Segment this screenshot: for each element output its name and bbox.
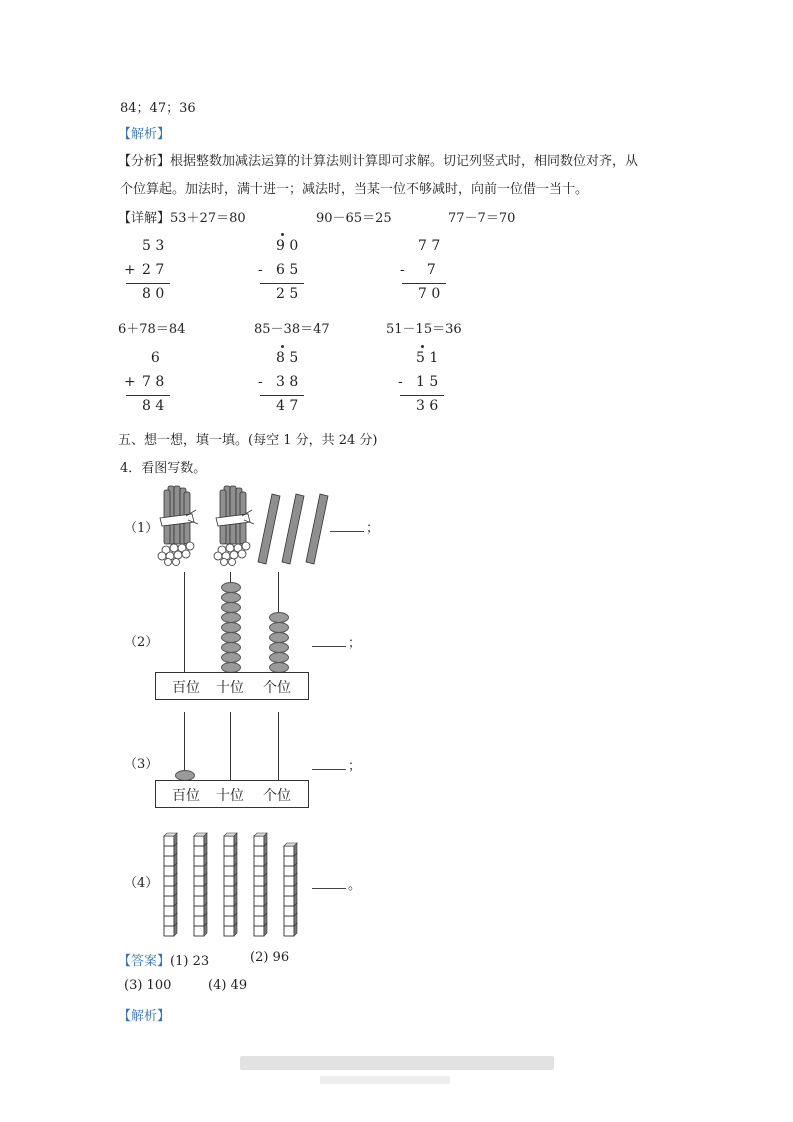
abacus-base-3: [155, 780, 309, 808]
analysis-label: 【解析】: [118, 127, 171, 142]
unit-cube: [164, 876, 174, 886]
borrow-dot: [281, 233, 284, 236]
abacus-bead: [269, 652, 289, 663]
unit-cube: [224, 876, 234, 886]
equation-5: 85－38＝47: [254, 322, 330, 337]
equation-3: 77－7＝70: [448, 211, 516, 226]
unit-cube: [254, 846, 264, 856]
fenxi-label: 【分析】: [118, 154, 171, 169]
unit-cube: [284, 896, 294, 906]
equation-1: 53＋27＝80: [170, 211, 246, 226]
unit-cube: [194, 926, 204, 936]
bundle-of-ten-icon: [214, 486, 254, 566]
place-label-tens: 十位: [216, 788, 244, 804]
abacus-rod-hundreds: [184, 572, 185, 672]
calc-op: -: [258, 374, 263, 390]
unit-cube: [164, 926, 174, 936]
unit-cube: [194, 856, 204, 866]
cube-columns-image: [160, 824, 310, 940]
cube-column: [194, 833, 207, 936]
abacus-bead: [221, 622, 241, 633]
abacus-bead: [221, 592, 241, 603]
borrow-dot: [281, 345, 284, 348]
unit-cube: [254, 916, 264, 926]
blurred-footer-small: [320, 1076, 450, 1084]
calc-top: 9 0: [276, 238, 299, 254]
calc-op: -: [398, 374, 403, 390]
place-label-hundreds: 百位: [172, 680, 200, 696]
unit-cube: [254, 866, 264, 876]
calc-top: 5 3: [142, 238, 165, 254]
borrow-dot: [421, 345, 424, 348]
answer-4: (4) 49: [208, 978, 248, 993]
unit-cube: [284, 856, 294, 866]
answer-3: (3) 100: [124, 978, 172, 993]
bundle-of-ten-icon: [158, 486, 198, 566]
abacus-bead: [269, 622, 289, 633]
unit-cube: [164, 856, 174, 866]
place-label-tens: 十位: [216, 680, 244, 696]
calc-top: 8 5: [276, 350, 299, 366]
item-2-answer: ；: [312, 632, 361, 651]
cube-column: [224, 833, 237, 936]
fenxi-text-1: 根据整数加减法运算的计算法则计算即可求解。切记列竖式时，相同数位对齐，从: [170, 154, 639, 169]
equation-2: 90－65＝25: [316, 211, 392, 226]
unit-cube: [254, 836, 264, 846]
calc-result: 3 6: [416, 398, 439, 414]
unit-cube: [284, 846, 294, 856]
calc-top: 5 1: [416, 350, 439, 366]
abacus-rod-tens: [230, 712, 231, 780]
item-3-label: （3）: [124, 757, 159, 772]
answer-line-1: [118, 950, 209, 969]
answer-line: 84；47；36: [120, 101, 196, 116]
cube-column: [164, 833, 177, 936]
unit-cube: [254, 896, 264, 906]
abacus-bead: [221, 602, 241, 613]
unit-cube: [194, 876, 204, 886]
unit-cube: [164, 846, 174, 856]
calc-result: 8 4: [142, 398, 165, 414]
analysis-label-2: 【解析】: [118, 1009, 171, 1024]
calc-top: 6: [142, 350, 160, 366]
unit-cube: [254, 926, 264, 936]
unit-cube: [224, 836, 234, 846]
calc-second: 7 8: [142, 374, 165, 390]
unit-cube: [164, 866, 174, 876]
unit-cube: [224, 886, 234, 896]
unit-cube: [254, 886, 264, 896]
unit-cube: [224, 896, 234, 906]
calc-second: 6 5: [276, 262, 299, 278]
unit-cube: [194, 886, 204, 896]
answer-2: (2) 96: [250, 950, 290, 965]
unit-cube: [284, 926, 294, 936]
cube-column: [284, 843, 297, 936]
abacus-bead: [269, 632, 289, 643]
unit-cube: [254, 876, 264, 886]
item-2-label: （2）: [124, 635, 159, 650]
calc-line: [400, 395, 444, 396]
unit-cube: [284, 876, 294, 886]
abacus-bead: [221, 582, 241, 593]
calc-op: -: [258, 262, 263, 278]
abacus-bead: [269, 642, 289, 653]
calc-op: +: [124, 262, 136, 278]
equation-6: 51－15＝36: [386, 322, 462, 337]
unit-cube: [194, 906, 204, 916]
calc-second: 1 5: [416, 374, 439, 390]
answer-1: (1) 23: [170, 954, 210, 969]
calc-top: 7 7: [418, 238, 441, 254]
abacus-bead: [221, 652, 241, 663]
unit-cube: [194, 896, 204, 906]
answer-label: 【答案】: [118, 954, 171, 969]
unit-cube: [164, 906, 174, 916]
stick-bundles-image: [150, 484, 340, 566]
unit-cube: [164, 886, 174, 896]
blurred-footer: [240, 1056, 554, 1070]
item-4-answer: 。: [312, 874, 361, 893]
place-label-ones: 个位: [263, 788, 291, 804]
calc-line: [260, 283, 304, 284]
fenxi-line-1: [118, 150, 638, 169]
abacus-bead: [221, 612, 241, 623]
calc-result: 7 0: [418, 286, 441, 302]
abacus-base-2: [155, 672, 309, 700]
unit-cube: [224, 856, 234, 866]
unit-cube: [194, 836, 204, 846]
section-title: 五、想一想，填一填。(每空 1 分，共 24 分): [118, 433, 378, 448]
unit-cube: [284, 906, 294, 916]
unit-cube: [224, 926, 234, 936]
abacus-rod-ones: [278, 712, 279, 780]
calc-op: -: [400, 262, 405, 278]
calc-op: +: [124, 374, 136, 390]
item-1-answer: ；: [330, 517, 379, 536]
unit-cube: [194, 916, 204, 926]
equation-4: 6＋78＝84: [118, 322, 186, 337]
unit-cube: [284, 886, 294, 896]
answer-blank[interactable]: [312, 769, 346, 770]
calc-line: [260, 395, 304, 396]
cube-column: [254, 833, 267, 936]
xiangjie-line: [118, 207, 246, 226]
place-label-ones: 个位: [263, 680, 291, 696]
question-4-title: 4．看图写数。: [120, 461, 207, 476]
answer-blank[interactable]: [330, 531, 364, 532]
single-stick-icon: [258, 494, 328, 564]
answer-blank[interactable]: [312, 888, 346, 889]
unit-cube: [284, 866, 294, 876]
abacus-bead: [221, 642, 241, 653]
unit-cube: [164, 836, 174, 846]
xiangjie-label: 【详解】: [118, 211, 171, 226]
calc-line: [126, 283, 170, 284]
unit-cube: [164, 896, 174, 906]
calc-result: 8 0: [142, 286, 165, 302]
calc-second: 2 7: [142, 262, 165, 278]
unit-cube: [194, 846, 204, 856]
abacus-bead: [221, 632, 241, 643]
item-4-label: （4）: [124, 876, 159, 891]
unit-cube: [224, 906, 234, 916]
fenxi-text-2: 个位算起。加法时，满十进一；减法时，当某一位不够减时，向前一位借一当十。: [120, 182, 589, 197]
unit-cube: [224, 916, 234, 926]
place-label-hundreds: 百位: [172, 788, 200, 804]
unit-cube: [194, 866, 204, 876]
unit-cube: [284, 916, 294, 926]
calc-result: 2 5: [276, 286, 299, 302]
item-1-label: （1）: [124, 521, 159, 536]
calc-result: 4 7: [276, 398, 299, 414]
calc-line: [126, 395, 170, 396]
item-3-answer: ；: [312, 755, 361, 774]
calc-second: 3 8: [276, 374, 299, 390]
unit-cube: [254, 856, 264, 866]
answer-blank[interactable]: [312, 646, 346, 647]
calc-line: [402, 283, 446, 284]
unit-cube: [254, 906, 264, 916]
abacus-bead: [269, 612, 289, 623]
unit-cube: [164, 916, 174, 926]
unit-cube: [224, 846, 234, 856]
calc-second: 7: [418, 262, 436, 278]
unit-cube: [224, 866, 234, 876]
